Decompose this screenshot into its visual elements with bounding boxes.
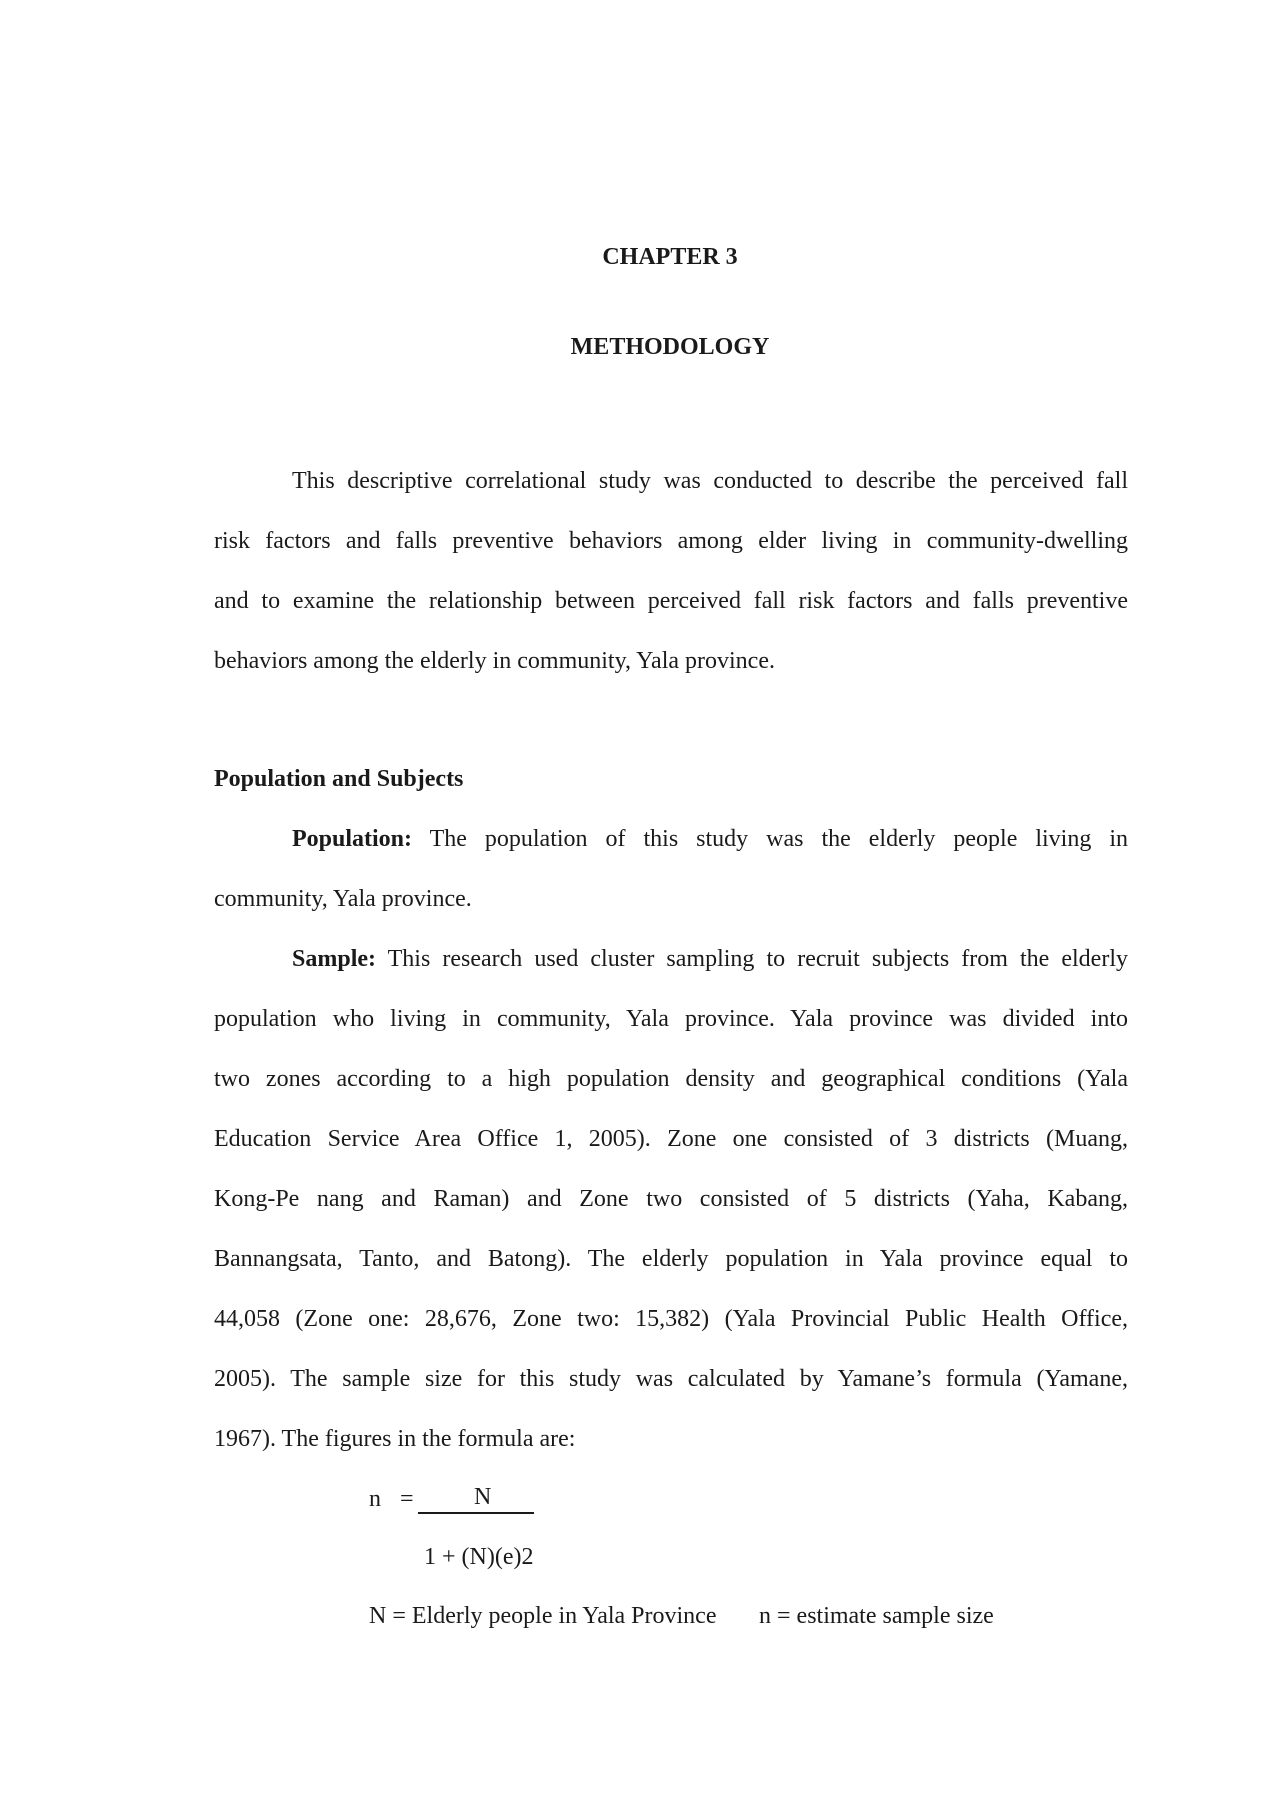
fraction-bar bbox=[418, 1512, 534, 1514]
intro-line: behaviors among the elderly in community, Yala province. bbox=[214, 648, 775, 674]
population-line: community, Yala province. bbox=[214, 886, 472, 912]
formula-legend-population: N = Elderly people in Yala Province bbox=[369, 1603, 717, 1629]
sample-line: Kong-Pe nang and Raman) and Zone two consisted of 5 districts (Yaha, Kabang, bbox=[214, 1186, 1128, 1212]
formula-denominator: 1 + (N)(e)2 bbox=[424, 1544, 534, 1570]
intro-line: This descriptive correlational study was conducted to describe the perceived fall bbox=[292, 468, 1128, 494]
formula-legend-sample: n = estimate sample size bbox=[759, 1603, 994, 1629]
chapter-number: CHAPTER 3 bbox=[602, 244, 738, 270]
sample-line: 1967). The figures in the formula are: bbox=[214, 1426, 576, 1452]
sample-text: This research used cluster sampling to recruit subjects from the elderly bbox=[387, 946, 1128, 972]
population-line bbox=[214, 826, 1128, 853]
section-heading: Population and Subjects bbox=[214, 766, 464, 792]
population-label: Population: bbox=[292, 826, 413, 852]
intro-line: and to examine the relationship between perceived fall risk factors and falls preventive bbox=[214, 588, 1128, 614]
sample-line: Bannangsata, Tanto, and Batong). The elderly population in Yala province equal to bbox=[214, 1246, 1128, 1272]
chapter-title: METHODOLOGY bbox=[570, 334, 770, 360]
population-text: The population of this study was the elderly people living in bbox=[429, 826, 1128, 852]
formula-numerator: N bbox=[474, 1484, 492, 1510]
sample-line: population who living in community, Yala province. Yala province was divided into bbox=[214, 1006, 1128, 1032]
sample-line bbox=[214, 946, 1128, 973]
sample-line: two zones according to a high population density and geographical conditions (Yala bbox=[214, 1066, 1128, 1092]
sample-line: 2005). The sample size for this study was calculated by Yamane’s formula (Yamane, bbox=[214, 1366, 1128, 1392]
formula-equals: = bbox=[400, 1486, 414, 1512]
sample-line: Education Service Area Office 1, 2005). Zone one consisted of 3 districts (Muang, bbox=[214, 1126, 1128, 1152]
intro-line: risk factors and falls preventive behaviors among elder living in community-dwelling bbox=[214, 528, 1128, 554]
sample-label: Sample: bbox=[292, 946, 376, 972]
sample-line: 44,058 (Zone one: 28,676, Zone two: 15,382) (Yala Provincial Public Health Office, bbox=[214, 1306, 1128, 1332]
formula-lhs: n bbox=[369, 1486, 381, 1512]
